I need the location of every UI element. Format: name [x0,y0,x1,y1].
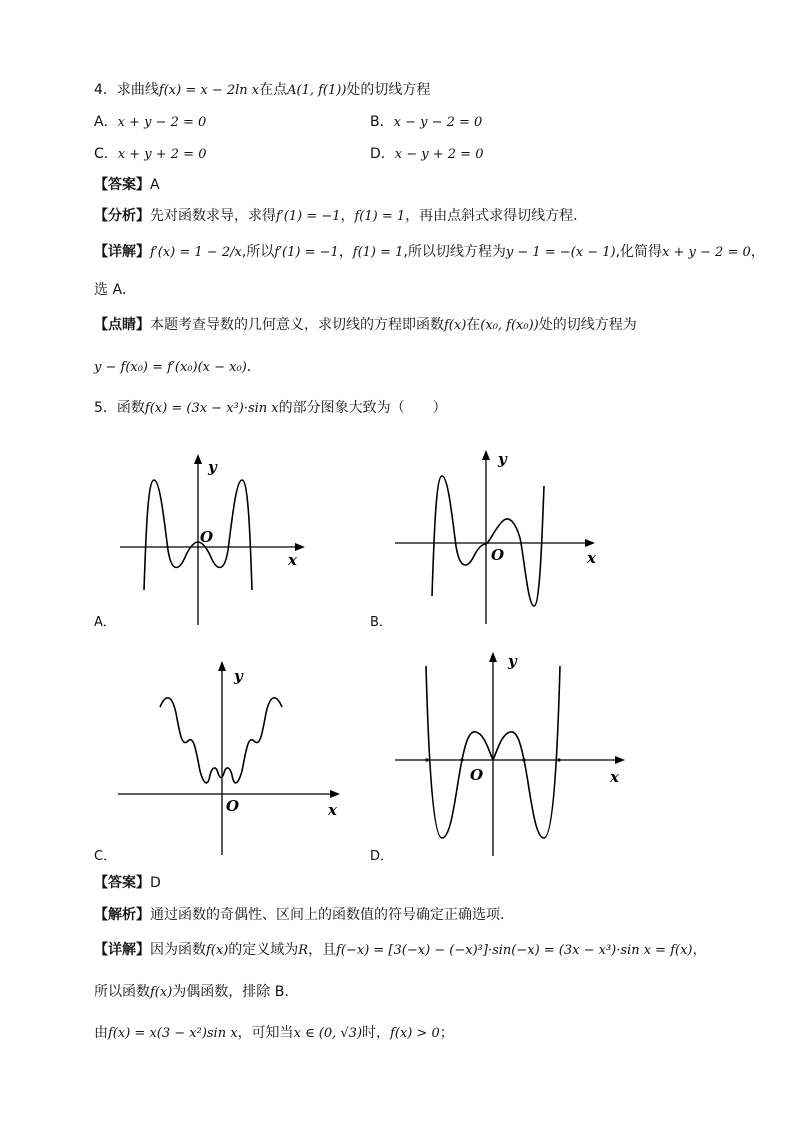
math: f(−x) = [3(−x) − (−x)³]·sin(−x) = (3x − x³)·sin x = f(x) [336,943,693,958]
text: ， [750,244,765,260]
text: 选 A． [94,282,137,298]
answer-tag: 【答案】 [94,875,150,891]
x-axis-arrow [295,543,305,551]
text: 本题考查导数的几何意义，求切线的方程即函数 [150,317,444,333]
option-expr: x + y − 2 = 0 [117,115,207,130]
y-axis-arrow [482,450,490,460]
text: ，再由点斜式求得切线方程． [405,208,588,224]
text: ， [340,208,355,224]
text: 通过函数的奇偶性、区间上的函数值的符号确定正确选项. [150,907,505,923]
math: x + y − 2 = 0 [662,245,751,260]
text: ,化简得 [615,244,663,260]
option-label: D． [370,146,395,162]
q4-analysis [94,206,587,227]
q4-option-c[interactable] [94,144,206,165]
y-axis-arrow [489,652,497,662]
text: 时， [362,1025,391,1041]
graph-a-label: A． [94,615,116,630]
curve [432,476,544,606]
text: ,所以切线方程为 [403,244,506,260]
x-axis-arrow [330,790,340,798]
q4-stem-function: f(x) = x − 2ln x [158,83,260,98]
text: 由 [94,1025,108,1041]
math: f′(1) = −1 [276,209,341,224]
origin-label: O [226,797,240,815]
graph-b-label: B． [370,615,392,630]
math: f(x) [150,985,173,1000]
option-label: A． [94,114,118,130]
y-label: y [234,667,243,685]
option-expr: x − y + 2 = 0 [394,147,484,162]
graph-b[interactable] [390,446,605,626]
text: ． [246,359,261,375]
option-label: B． [370,114,394,130]
q4-answer [94,175,160,195]
text: ，可知当 [237,1025,294,1041]
q5-answer [94,873,161,893]
text: ， [338,244,353,260]
text: 在 [466,317,481,333]
text: ,所以 [241,244,275,260]
math: f(x) [444,318,467,333]
zero-point [425,758,428,761]
math: f′(1) = −1 [274,245,339,260]
math: f(x) [206,943,229,958]
option-expr: x + y + 2 = 0 [117,147,207,162]
math: x ∈ (0, √3) [293,1026,363,1041]
y-axis-arrow [218,661,226,671]
q4-option-b[interactable] [370,112,482,133]
curve [160,698,282,783]
zero-point [522,758,525,761]
x-label: x [328,801,337,819]
math: R [298,943,309,958]
x-axis-arrow [615,756,625,764]
q5-detail-line3 [94,1023,454,1044]
q5-detail [94,940,707,961]
analysis-tag: 【解析】 [94,907,150,923]
math: f(x) > 0 [390,1026,440,1041]
x-label: x [587,549,596,567]
text: 先对函数求导，求得 [150,208,276,224]
q5-stem [94,398,447,419]
math: (x₀, f(x₀)) [480,318,539,333]
answer-value: A [150,177,160,193]
q5-stem-prefix: 5．函数 [94,400,145,416]
math: f(1) = 1 [354,209,406,224]
x-axis-arrow [585,539,595,547]
q4-stem-mid: 在点 [259,82,288,98]
analysis-tag: 【分析】 [94,208,150,224]
y-label: y [208,458,217,476]
graph-d[interactable] [390,648,630,858]
text: 的定义域为 [228,942,299,958]
q4-stem-suffix: 处的切线方程 [346,82,431,98]
y-label: y [498,450,507,468]
text: 所以函数 [94,984,150,1000]
text: ， [692,942,707,958]
graph-c[interactable] [110,655,345,855]
y-axis-arrow [194,454,202,464]
answer-value: D [150,875,161,891]
detail-tag: 【详解】 [94,942,150,958]
comment-tag: 【点睛】 [94,317,150,333]
y-label: y [508,652,517,670]
math: y − f(x₀) = f′(x₀)(x − x₀) [94,360,247,375]
x-label: x [610,768,619,786]
q4-detail [94,242,765,263]
text: 因为函数 [150,942,206,958]
origin-label: O [491,546,505,564]
math: f′(x) = 1 − 2/x [150,245,242,260]
q4-comment [94,315,637,336]
q5-stem-suffix: 的部分图象大致为（ ） [278,400,447,416]
math: f(x) = x(3 − x²)sin x [108,1026,238,1041]
math: f(1) = 1 [352,245,404,260]
q4-option-d[interactable] [370,144,483,165]
math: y − 1 = −(x − 1) [505,245,616,260]
q5-detail-line2 [94,982,289,1003]
origin-label: O [470,766,484,784]
origin-label: O [200,528,214,546]
graph-c-label: C． [94,849,117,864]
zero-point [557,758,560,761]
q5-analysis [94,905,504,925]
q4-detail-line2 [94,280,136,300]
q4-option-a[interactable] [94,112,206,133]
q4-stem-point: A(1, f(1)) [287,83,347,98]
option-expr: x − y − 2 = 0 [393,115,483,130]
q5-stem-function: f(x) = (3x − x³)·sin x [144,401,279,416]
text: 处的切线方程为 [538,317,637,333]
graph-d-label: D． [370,849,394,864]
option-label: C． [94,146,118,162]
text: ，且 [308,942,337,958]
answer-tag: 【答案】 [94,177,150,193]
detail-tag: 【详解】 [94,244,150,260]
q4-stem [94,80,430,101]
graph-a[interactable] [110,450,310,630]
text: 为偶函数，排除 B. [172,984,289,1000]
zero-point [460,758,463,761]
x-label: x [288,551,297,569]
text: ； [439,1025,454,1041]
q4-stem-prefix: 4．求曲线 [94,82,159,98]
q4-comment-line2 [94,357,261,378]
